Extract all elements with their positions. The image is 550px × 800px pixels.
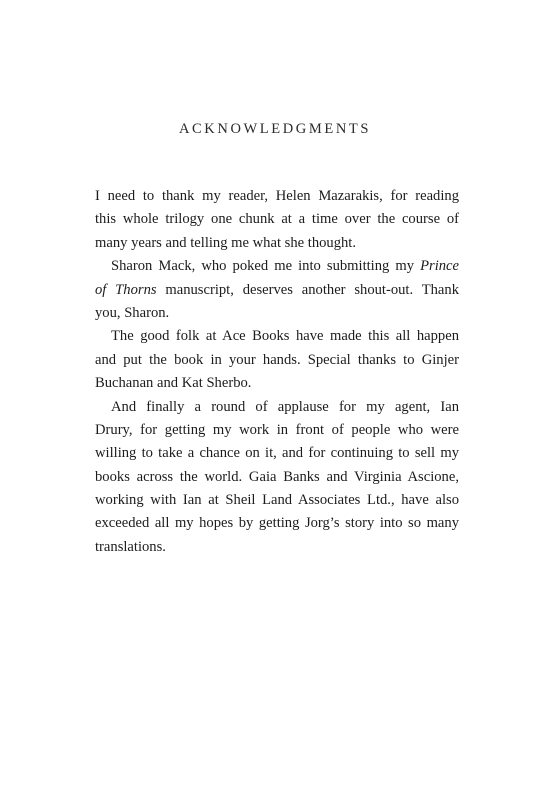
- paragraph-agent: [95, 396, 459, 560]
- text-line: [95, 255, 459, 278]
- text-line: working with Ian at Sheil Land Associates Ltd., have also: [95, 492, 459, 509]
- book-title: of Thorns: [95, 281, 157, 298]
- text-line: you, Sharon.: [95, 304, 170, 321]
- text-line: Drury, for getting my work in front of people who were: [95, 421, 459, 438]
- text-run: manuscript, deserves another shout-out. Thank: [156, 281, 459, 298]
- text-line: The good folk at Ace Books have made this all happen: [111, 328, 459, 345]
- text-line: Buchanan and Kat Sherbo.: [95, 375, 252, 392]
- text-line: and put the book in your hands. Special thanks to Ginjer: [95, 351, 459, 368]
- paragraph-reader: [95, 185, 459, 255]
- acknowledgments-text: [95, 185, 459, 559]
- page-heading: ACKNOWLEDGMENTS: [178, 121, 372, 137]
- text-run: Sharon Mack, who poked me into submitting my: [111, 258, 421, 275]
- text-line: [95, 279, 459, 302]
- paragraph-ace-books: [95, 325, 459, 395]
- book-title: Prince: [420, 258, 459, 275]
- text-line: I need to thank my reader, Helen Mazarakis, for reading: [95, 188, 459, 204]
- text-line: this whole trilogy one chunk at a time over the course of: [95, 211, 459, 228]
- text-line: books across the world. Gaia Banks and Virginia Ascione,: [95, 468, 459, 485]
- text-line: many years and telling me what she thought.: [95, 234, 357, 251]
- text-line: willing to take a chance on it, and for continuing to sell my: [95, 445, 459, 462]
- paragraph-sharon: [95, 255, 459, 325]
- text-line: And finally a round of applause for my agent, Ian: [111, 398, 459, 415]
- text-line: exceeded all my hopes by getting Jorg’s story into so many: [95, 515, 459, 532]
- text-line: translations.: [95, 538, 166, 555]
